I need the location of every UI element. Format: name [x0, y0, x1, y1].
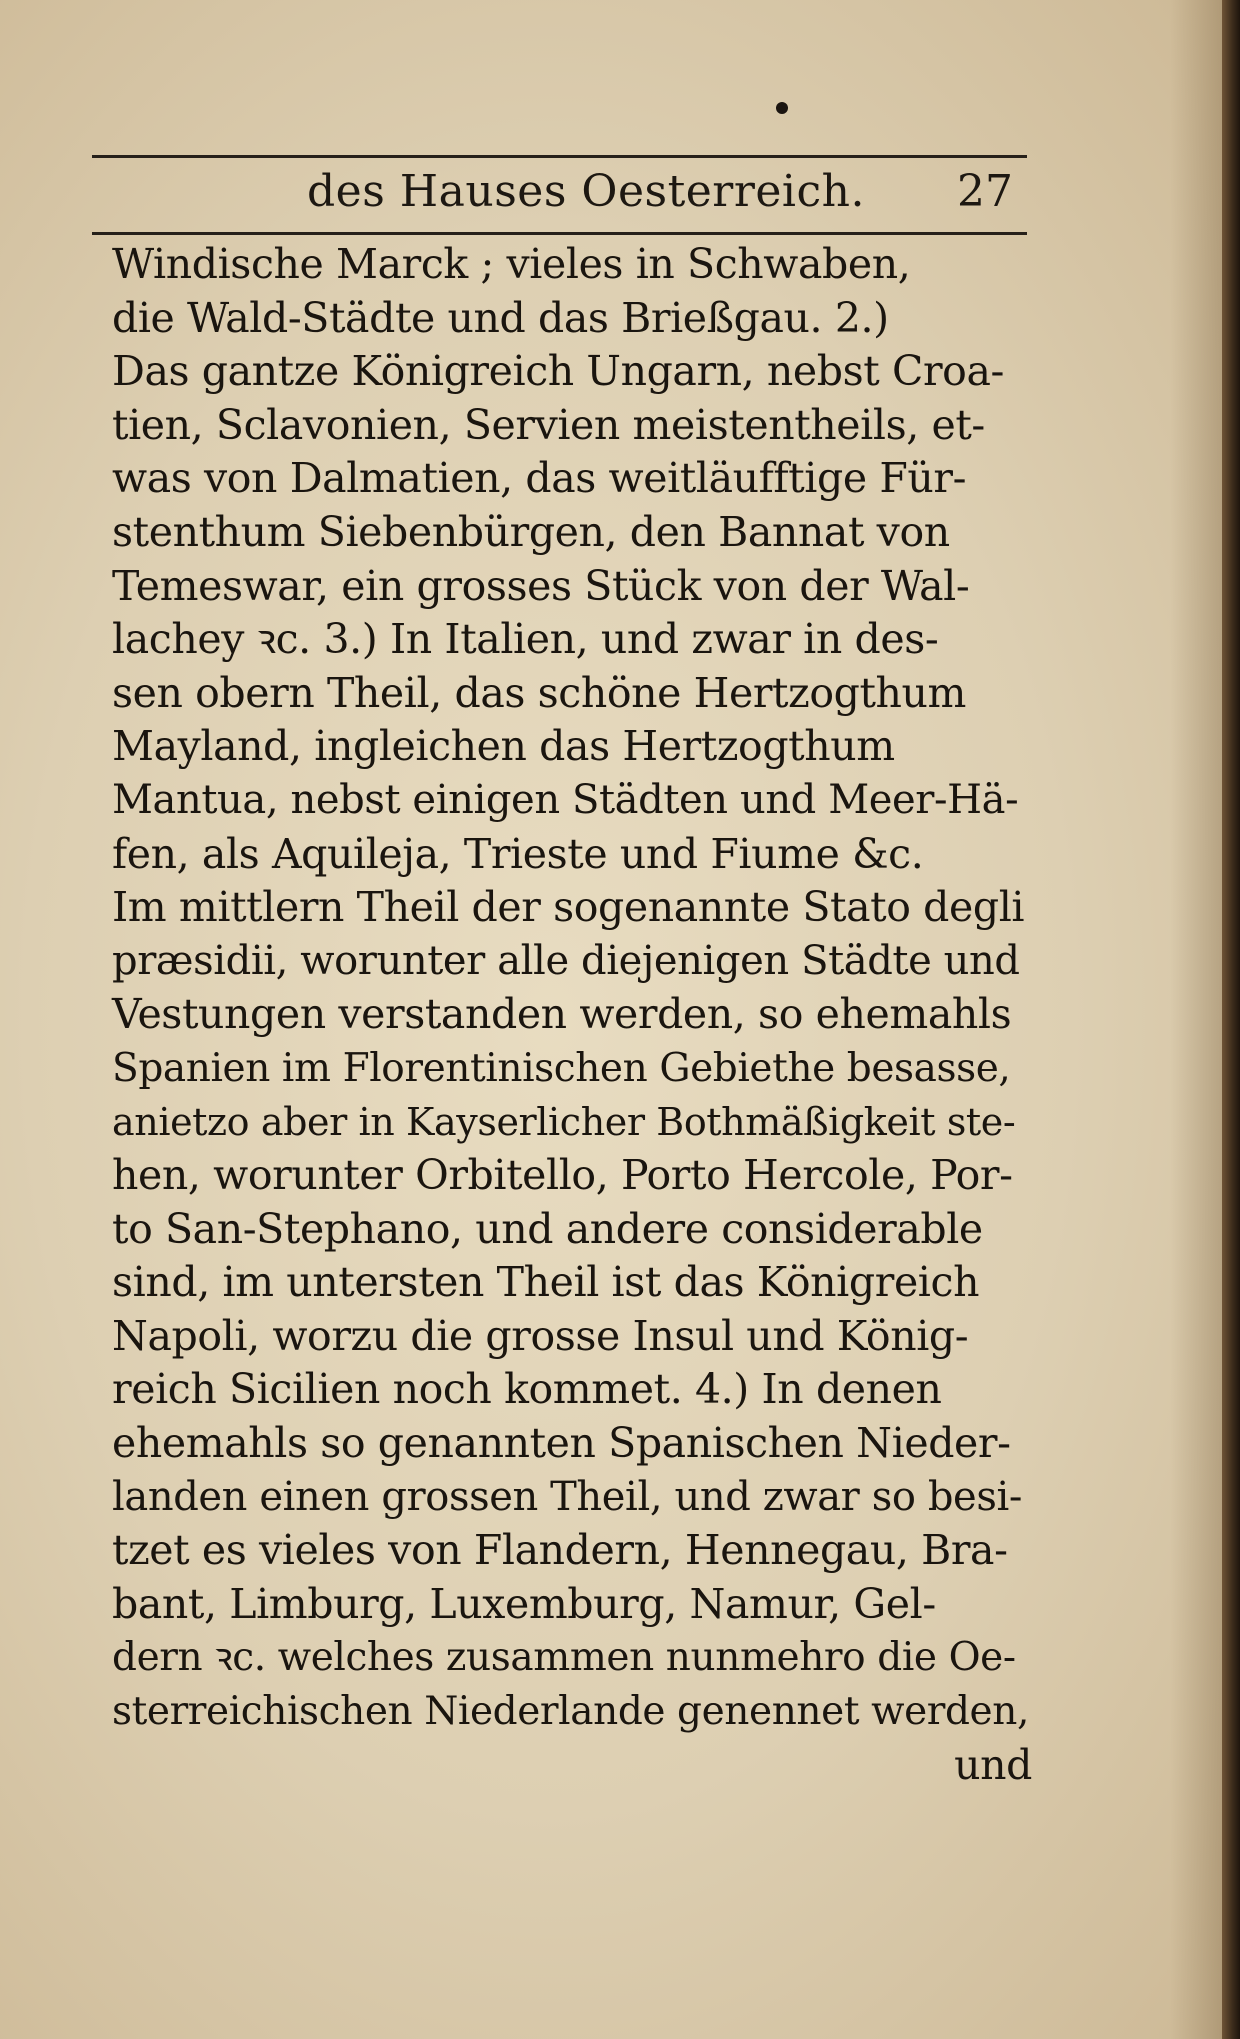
- text-line: sen obern Theil, das schöne Hertzogthum: [112, 668, 967, 717]
- text-line: tzet es vieles von Flandern, Hennegau, Bra-: [112, 1526, 1008, 1575]
- text-line: tien, Sclavonien, Servien meistentheils, et-: [112, 400, 985, 449]
- running-title: des Hauses Oesterreich.: [307, 166, 865, 217]
- text-line: to San-Stephano, und andere considerable: [112, 1204, 983, 1253]
- text-line: hen, worunter Orbitello, Porto Hercole, Por-: [112, 1151, 1013, 1200]
- text-line: sind, im untersten Theil ist das Königreich: [112, 1258, 980, 1307]
- text-line: was von Dalmatien, das weitläufftige Für-: [112, 454, 967, 503]
- ink-dot: [776, 102, 788, 114]
- catchword: und: [954, 1740, 1032, 1789]
- text-line: ehemahls so genannten Spanischen Nieder-: [112, 1419, 1011, 1468]
- text-line: Windische Marck ; vieles in Schwaben,: [112, 240, 911, 288]
- text-line: Napoli, worzu die grosse Insul und König-: [112, 1311, 969, 1360]
- running-head: [92, 166, 1027, 228]
- text-line: landen einen grossen Theil, und zwar so besi-: [112, 1473, 1022, 1520]
- text-line: Das gantze Königreich Ungarn, nebst Croa-: [112, 347, 1004, 396]
- text-line: Temeswar, ein grosses Stück von der Wal-: [112, 561, 970, 610]
- spine-shadow: [1170, 0, 1222, 2039]
- text-line: fen, als Aquileja, Trieste und Fiume &c.: [112, 829, 924, 878]
- text-line: præsidii, worunter alle diejenigen Städte und: [112, 937, 1020, 984]
- text-line: sterreichischen Niederlande genennet werden,: [112, 1689, 1029, 1735]
- text-line: stenthum Siebenbürgen, den Bannat von: [112, 507, 950, 556]
- text-line: reich Sicilien noch kommet. 4.) In denen: [112, 1365, 942, 1414]
- head-rule: [92, 232, 1027, 235]
- text-line: die Wald-Städte und das Brießgau. 2.): [112, 293, 889, 342]
- text-line: Spanien im Florentinischen Gebiethe besasse,: [112, 1045, 1011, 1091]
- text-line: bant, Limburg, Luxemburg, Namur, Gel-: [112, 1579, 936, 1628]
- body-text: [112, 238, 1032, 1792]
- top-rule: [92, 155, 1027, 158]
- text-line: anietzo aber in Kayserlicher Bothmäßigkeit ste-: [112, 1099, 1016, 1144]
- text-line: dern ꝛc. welches zusammen nunmehro die Oe-: [112, 1635, 1016, 1681]
- text-line: Im mittlern Theil der sogenannte Stato degli: [112, 883, 1025, 932]
- text-line: lachey ꝛc. 3.) In Italien, und zwar in des-: [112, 615, 939, 664]
- page-number: 27: [957, 166, 1013, 217]
- book-binding-edge: [1222, 0, 1240, 2039]
- text-line: Mayland, ingleichen das Hertzogthum: [112, 722, 895, 771]
- text-line: Mantua, nebst einigen Städten und Meer-Hä-: [112, 776, 1019, 823]
- text-line: Vestungen verstanden werden, so ehemahls: [112, 990, 1012, 1039]
